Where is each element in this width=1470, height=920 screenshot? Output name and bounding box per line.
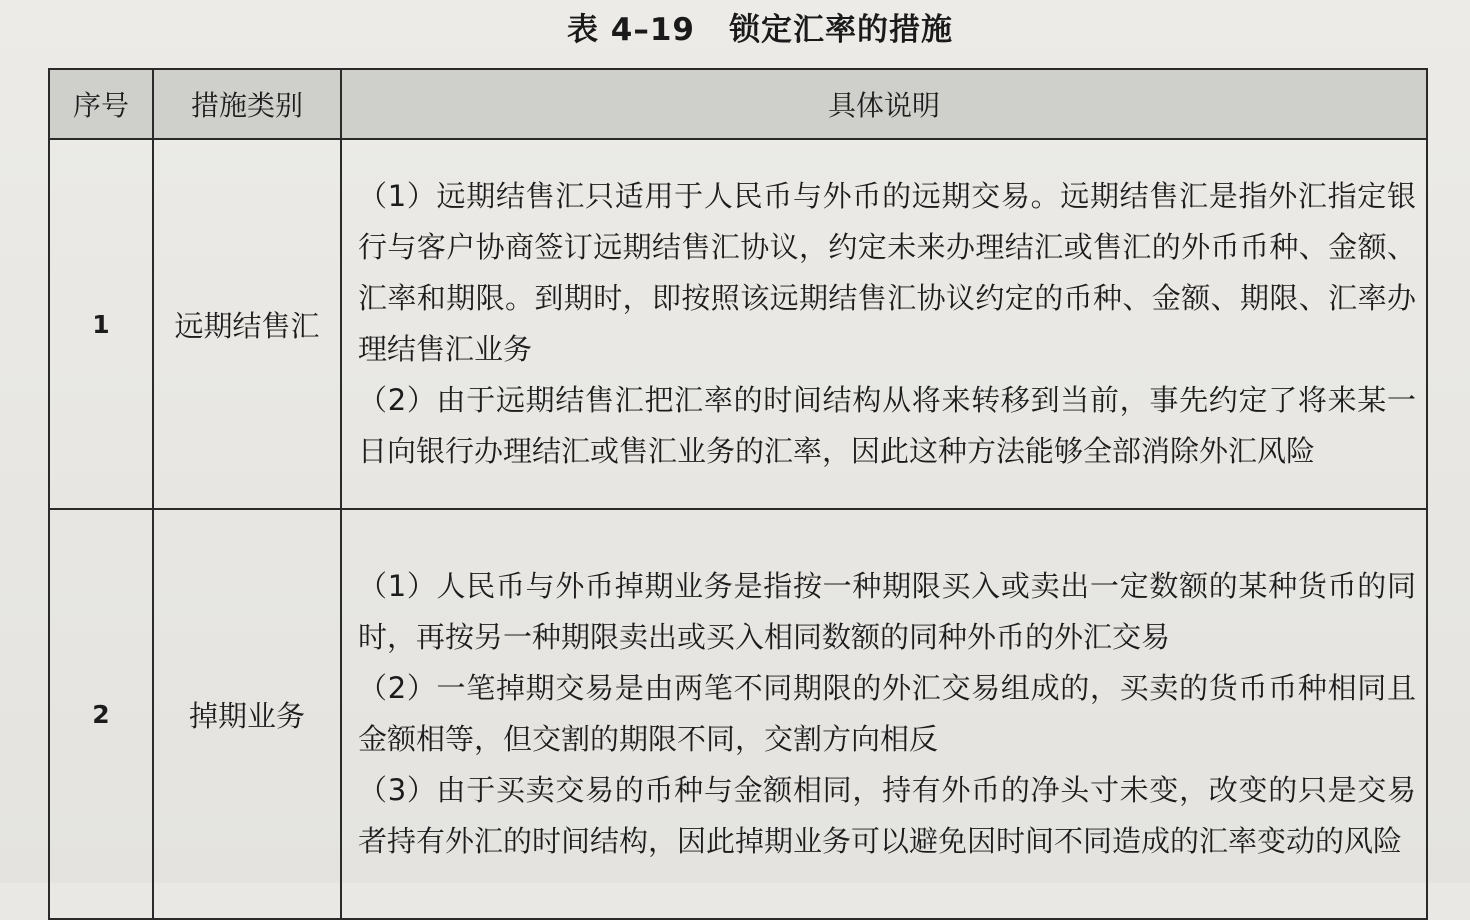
description-item: （2）由于远期结售汇把汇率的时间结构从将来转移到当前，事先约定了将来某一日向银行办理结汇或售汇业务的汇率，因此这种方法能够全部消除外汇风险 bbox=[358, 383, 1416, 468]
description-item: （2）一笔掉期交易是由两笔不同期限的外汇交易组成的，买卖的货币币种相同且金额相等，但交割的期限不同，交割方向相反 bbox=[358, 671, 1416, 756]
table-title: 锁定汇率的措施 bbox=[729, 12, 953, 48]
table-row bbox=[49, 509, 1427, 919]
row-description bbox=[341, 139, 1427, 509]
table-header bbox=[49, 69, 1427, 139]
description-item: （3）由于买卖交易的币种与金额相同，持有外币的净头寸未变，改变的只是交易者持有外汇的时间结构，因此掉期业务可以避免因时间不同造成的汇率变动的风险 bbox=[358, 773, 1416, 858]
header-category: 措施类别 bbox=[153, 69, 341, 139]
header-row bbox=[49, 69, 1427, 139]
row-description bbox=[341, 509, 1427, 919]
row-index: 1 bbox=[49, 139, 153, 509]
description-item: （1）人民币与外币掉期业务是指按一种期限买入或卖出一定数额的某种货币的同时，再按另一种期限卖出或买入相同数额的同种外币的外汇交易 bbox=[358, 569, 1416, 654]
header-index: 序号 bbox=[49, 69, 153, 139]
row-index: 2 bbox=[49, 509, 153, 919]
description-item: （1）远期结售汇只适用于人民币与外币的远期交易。远期结售汇是指外汇指定银行与客户协商签订远期结售汇协议，约定未来办理结汇或售汇的外币币种、金额、汇率和期限。到期时，即按照该远期结售汇协议约定的币种、金额、期限、汇率办理结售汇业务 bbox=[358, 179, 1416, 366]
row-category: 掉期业务 bbox=[153, 509, 341, 919]
row-category: 远期结售汇 bbox=[153, 139, 341, 509]
table-caption bbox=[0, 4, 1470, 49]
header-description: 具体说明 bbox=[341, 69, 1427, 139]
table-number: 表 4–19 bbox=[566, 12, 695, 48]
measures-table bbox=[48, 68, 1428, 920]
table-row bbox=[49, 139, 1427, 509]
